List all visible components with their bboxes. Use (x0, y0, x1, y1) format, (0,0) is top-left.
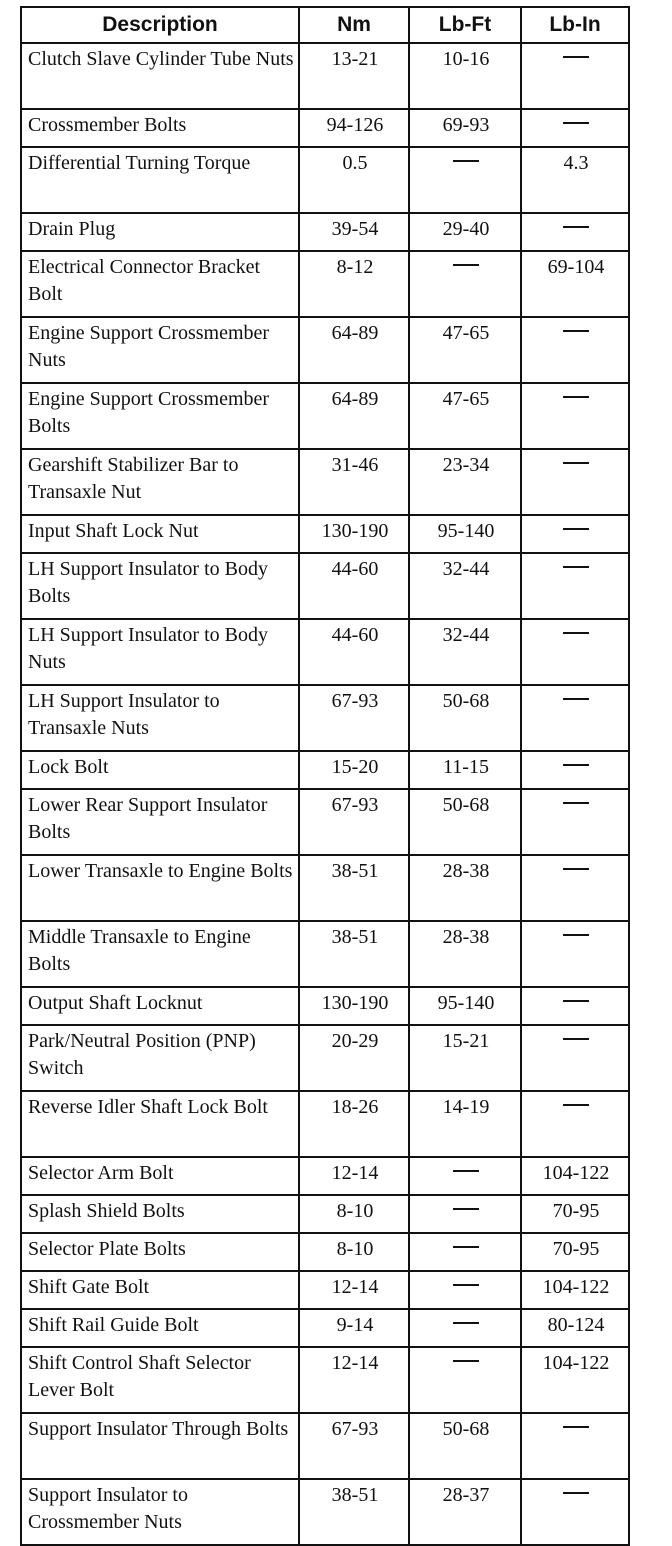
cell-lb-in (521, 213, 629, 251)
table-row (21, 213, 629, 251)
cell-lb-in (521, 449, 629, 515)
dash-mark (453, 160, 479, 162)
cell-lb-ft (409, 1271, 521, 1309)
dash-mark (453, 264, 479, 266)
cell-lb-in (521, 751, 629, 789)
cell-lb-in (521, 1091, 629, 1157)
cell-lb-in (521, 43, 629, 109)
cell-description: Engine Support Crossmember Bolts (21, 383, 299, 449)
cell-lb-in (521, 1025, 629, 1091)
table-row (21, 855, 629, 921)
table-row (21, 751, 629, 789)
dash-mark (563, 934, 589, 936)
cell-nm: 18-26 (299, 1091, 409, 1157)
cell-description: Selector Arm Bolt (21, 1157, 299, 1195)
table-row (21, 43, 629, 109)
dash-mark (453, 1246, 479, 1248)
cell-description: Shift Control Shaft Selector Lever Bolt (21, 1347, 299, 1413)
table-row (21, 1413, 629, 1479)
cell-description: LH Support Insulator to Body Bolts (21, 553, 299, 619)
cell-nm: 8-12 (299, 251, 409, 317)
table-row (21, 1347, 629, 1413)
table-row (21, 987, 629, 1025)
dash-mark (563, 226, 589, 228)
cell-lb-ft: 69-93 (409, 109, 521, 147)
cell-lb-in: 70-95 (521, 1233, 629, 1271)
cell-description: Gearshift Stabilizer Bar to Transaxle Nut (21, 449, 299, 515)
cell-lb-ft: 95-140 (409, 987, 521, 1025)
cell-description: Selector Plate Bolts (21, 1233, 299, 1271)
cell-description: Lower Transaxle to Engine Bolts (21, 855, 299, 921)
cell-lb-ft: 14-19 (409, 1091, 521, 1157)
cell-lb-ft (409, 251, 521, 317)
dash-mark (453, 1322, 479, 1324)
cell-nm: 67-93 (299, 685, 409, 751)
cell-nm: 12-14 (299, 1157, 409, 1195)
cell-lb-in (521, 109, 629, 147)
cell-lb-ft: 32-44 (409, 619, 521, 685)
cell-description: Shift Rail Guide Bolt (21, 1309, 299, 1347)
cell-nm: 0.5 (299, 147, 409, 213)
cell-lb-in (521, 383, 629, 449)
cell-description: Clutch Slave Cylinder Tube Nuts (21, 43, 299, 109)
cell-description: LH Support Insulator to Body Nuts (21, 619, 299, 685)
dash-mark (563, 566, 589, 568)
dash-mark (563, 802, 589, 804)
table-row (21, 921, 629, 987)
cell-lb-ft: 11-15 (409, 751, 521, 789)
table-row (21, 1195, 629, 1233)
table-row (21, 553, 629, 619)
table-row (21, 1025, 629, 1091)
cell-description: Park/Neutral Position (PNP) Switch (21, 1025, 299, 1091)
cell-nm: 31-46 (299, 449, 409, 515)
cell-lb-ft: 28-37 (409, 1479, 521, 1545)
cell-lb-ft: 47-65 (409, 317, 521, 383)
table-row (21, 685, 629, 751)
cell-lb-in: 104-122 (521, 1157, 629, 1195)
table-row (21, 317, 629, 383)
dash-mark (563, 396, 589, 398)
cell-description: Middle Transaxle to Engine Bolts (21, 921, 299, 987)
dash-mark (563, 1426, 589, 1428)
cell-lb-in (521, 921, 629, 987)
cell-description: Electrical Connector Bracket Bolt (21, 251, 299, 317)
cell-description: Drain Plug (21, 213, 299, 251)
dash-mark (563, 1492, 589, 1494)
dash-mark (563, 528, 589, 530)
table-row (21, 1479, 629, 1545)
dash-mark (453, 1170, 479, 1172)
cell-lb-ft: 28-38 (409, 855, 521, 921)
cell-nm: 67-93 (299, 1413, 409, 1479)
cell-nm: 64-89 (299, 317, 409, 383)
cell-lb-in: 4.3 (521, 147, 629, 213)
cell-description: Lock Bolt (21, 751, 299, 789)
cell-description: LH Support Insulator to Transaxle Nuts (21, 685, 299, 751)
table-body (21, 43, 629, 1545)
table-row (21, 1309, 629, 1347)
cell-lb-in (521, 789, 629, 855)
cell-lb-ft (409, 1233, 521, 1271)
table-row (21, 147, 629, 213)
cell-nm: 38-51 (299, 855, 409, 921)
cell-nm: 130-190 (299, 987, 409, 1025)
cell-lb-ft (409, 147, 521, 213)
table-row (21, 789, 629, 855)
dash-mark (563, 868, 589, 870)
cell-lb-ft (409, 1309, 521, 1347)
cell-description: Support Insulator to Crossmember Nuts (21, 1479, 299, 1545)
table-row (21, 383, 629, 449)
table-row (21, 515, 629, 553)
cell-description: Lower Rear Support Insulator Bolts (21, 789, 299, 855)
cell-lb-ft: 29-40 (409, 213, 521, 251)
cell-description: Differential Turning Torque (21, 147, 299, 213)
dash-mark (453, 1360, 479, 1362)
table-row (21, 251, 629, 317)
cell-lb-in: 69-104 (521, 251, 629, 317)
cell-lb-in (521, 619, 629, 685)
table-row (21, 449, 629, 515)
cell-lb-ft: 10-16 (409, 43, 521, 109)
cell-lb-ft: 23-34 (409, 449, 521, 515)
cell-lb-in (521, 553, 629, 619)
cell-lb-in: 104-122 (521, 1271, 629, 1309)
cell-lb-in: 80-124 (521, 1309, 629, 1347)
cell-nm: 13-21 (299, 43, 409, 109)
header-nm: Nm (299, 7, 409, 43)
cell-lb-ft: 50-68 (409, 789, 521, 855)
cell-description: Crossmember Bolts (21, 109, 299, 147)
cell-lb-ft: 50-68 (409, 1413, 521, 1479)
cell-lb-ft: 50-68 (409, 685, 521, 751)
dash-mark (563, 764, 589, 766)
dash-mark (563, 56, 589, 58)
cell-lb-in (521, 1413, 629, 1479)
cell-lb-ft: 95-140 (409, 515, 521, 553)
table-row (21, 1157, 629, 1195)
cell-nm: 12-14 (299, 1271, 409, 1309)
cell-nm: 130-190 (299, 515, 409, 553)
table-row (21, 1271, 629, 1309)
dash-mark (563, 462, 589, 464)
cell-lb-in (521, 515, 629, 553)
cell-description: Shift Gate Bolt (21, 1271, 299, 1309)
cell-nm: 38-51 (299, 921, 409, 987)
dash-mark (563, 1104, 589, 1106)
cell-description: Engine Support Crossmember Nuts (21, 317, 299, 383)
torque-spec-table (20, 6, 630, 1546)
torque-spec-page (20, 6, 630, 1546)
cell-lb-ft: 15-21 (409, 1025, 521, 1091)
cell-lb-in (521, 1479, 629, 1545)
cell-nm: 94-126 (299, 109, 409, 147)
cell-lb-in (521, 317, 629, 383)
cell-description: Output Shaft Locknut (21, 987, 299, 1025)
cell-nm: 12-14 (299, 1347, 409, 1413)
cell-nm: 9-14 (299, 1309, 409, 1347)
table-row (21, 1233, 629, 1271)
cell-lb-ft: 28-38 (409, 921, 521, 987)
dash-mark (563, 1038, 589, 1040)
cell-nm: 39-54 (299, 213, 409, 251)
cell-description: Splash Shield Bolts (21, 1195, 299, 1233)
cell-nm: 20-29 (299, 1025, 409, 1091)
cell-lb-in (521, 685, 629, 751)
cell-lb-in (521, 987, 629, 1025)
dash-mark (563, 330, 589, 332)
dash-mark (563, 698, 589, 700)
cell-nm: 44-60 (299, 553, 409, 619)
dash-mark (563, 122, 589, 124)
table-header-row (21, 7, 629, 43)
cell-lb-in (521, 855, 629, 921)
dash-mark (453, 1208, 479, 1210)
cell-nm: 15-20 (299, 751, 409, 789)
dash-mark (563, 1000, 589, 1002)
table-row (21, 1091, 629, 1157)
cell-nm: 38-51 (299, 1479, 409, 1545)
table-row (21, 619, 629, 685)
cell-lb-ft (409, 1195, 521, 1233)
cell-nm: 44-60 (299, 619, 409, 685)
cell-description: Input Shaft Lock Nut (21, 515, 299, 553)
cell-lb-ft: 32-44 (409, 553, 521, 619)
cell-description: Support Insulator Through Bolts (21, 1413, 299, 1479)
cell-lb-ft: 47-65 (409, 383, 521, 449)
cell-lb-ft (409, 1157, 521, 1195)
cell-lb-ft (409, 1347, 521, 1413)
cell-nm: 67-93 (299, 789, 409, 855)
header-lb-ft: Lb-Ft (409, 7, 521, 43)
dash-mark (563, 632, 589, 634)
cell-lb-in: 104-122 (521, 1347, 629, 1413)
table-row (21, 109, 629, 147)
cell-nm: 8-10 (299, 1233, 409, 1271)
cell-lb-in: 70-95 (521, 1195, 629, 1233)
dash-mark (453, 1284, 479, 1286)
header-description: Description (21, 7, 299, 43)
cell-description: Reverse Idler Shaft Lock Bolt (21, 1091, 299, 1157)
header-lb-in: Lb-In (521, 7, 629, 43)
cell-nm: 8-10 (299, 1195, 409, 1233)
cell-nm: 64-89 (299, 383, 409, 449)
